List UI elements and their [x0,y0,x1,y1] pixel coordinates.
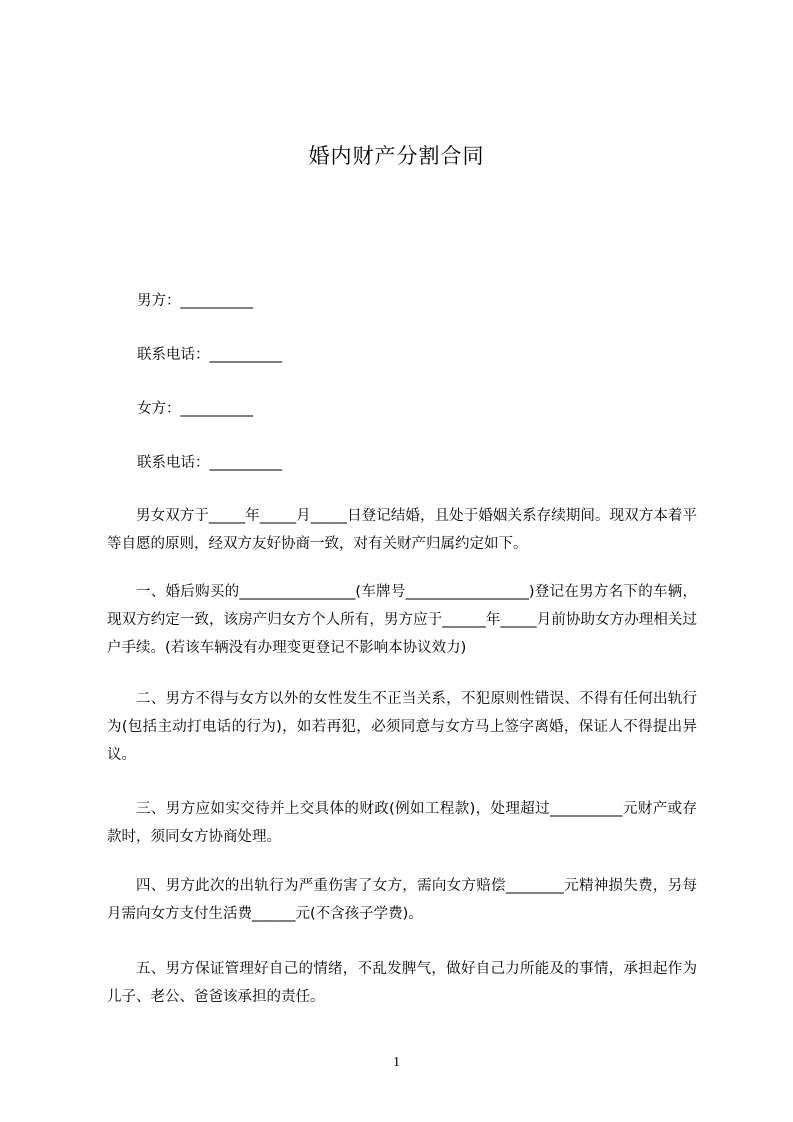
clause-3-paragraph: 三、男方应如实交待并上交具体的财政(例如工程款)，处理超过__________元财产或存款时，须同女方协商处理。 [107,801,697,845]
document-title: 婚内财产分割合同 [308,144,485,168]
preamble-paragraph: 男女双方于_____年_____月_____日登记结婚，且处于婚姻关系存续期间。现双方本着平等自愿的原则，经双方友好协商一致，对有关财产归属约定如下。 [107,508,697,552]
wife-name-field: 女方：__________ [137,401,253,417]
husband-name-field: 男方：__________ [137,293,253,309]
clause-4-paragraph: 四、男方此次的出轨行为严重伤害了女方，需向女方赔偿________元精神损失费，另每月需向女方支付生活费______元(不含孩子学费)。 [107,878,697,922]
wife-phone-field: 联系电话：__________ [137,455,282,471]
page-number: 1 [393,1055,400,1070]
clause-2-paragraph: 二、男方不得与女方以外的女性发生不正当关系，不犯原则性错误、不得有任何出轨行为(包括主动打电话的行为)，如若再犯，必须同意与女方马上签字离婚，保证人不得提出异议。 [107,691,697,763]
husband-phone-field: 联系电话：__________ [137,347,282,363]
clause-5-paragraph: 五、男方保证管理好自己的情绪，不乱发脾气，做好自己力所能及的事情，承担起作为儿子、老公、爸爸该承担的责任。 [107,961,697,1005]
clause-1-paragraph: 一、婚后购买的________________(车牌号_________________)登记在男方名下的车辆，现双方约定一致，该房产归女方个人所有，男方应于______年_____月前协助女方办理相关过户手续。(若该车辆没有办理变更登记不影响本协议效力) [107,584,697,656]
